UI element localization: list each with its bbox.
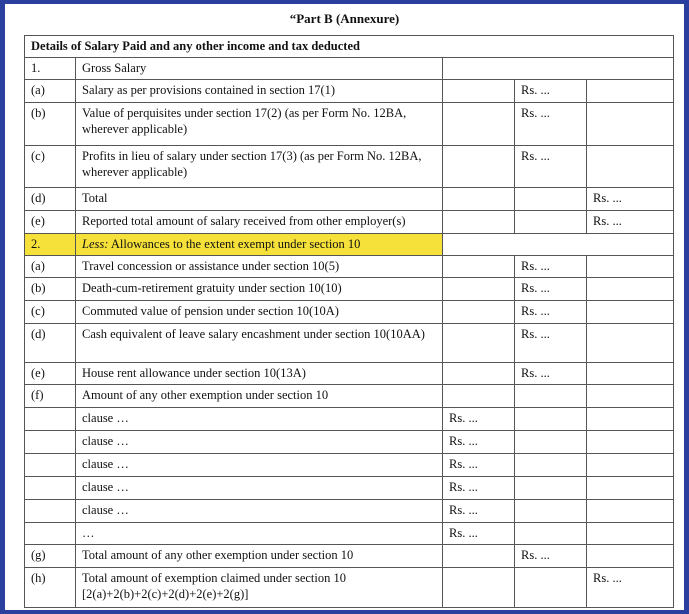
amount-col3 [587, 103, 674, 146]
row-number [25, 454, 76, 477]
table-row [25, 545, 674, 568]
row-number: (c) [25, 146, 76, 188]
amount-col2: Rs. ... [515, 301, 587, 324]
row-description: Salary as per provisions contained in section 17(1) [76, 80, 443, 103]
amount-col3 [587, 256, 674, 278]
row-description: House rent allowance under section 10(13A) [76, 363, 443, 385]
amount-col1 [443, 301, 515, 324]
table-row [25, 58, 674, 80]
amount-col1: Rs. ... [443, 477, 515, 500]
table-row [25, 568, 674, 608]
amount-col1 [443, 211, 515, 234]
amount-col3 [587, 408, 674, 431]
table-row [25, 80, 674, 103]
amount-col1: Rs. ... [443, 454, 515, 477]
table-row [25, 103, 674, 146]
amount-col2: Rs. ... [515, 80, 587, 103]
amount-col1 [443, 324, 515, 363]
section-row-exemptions [25, 234, 674, 256]
row-number: (g) [25, 545, 76, 568]
amount-col1 [443, 146, 515, 188]
row-description: clause … [76, 454, 443, 477]
amount-col2 [515, 568, 587, 608]
table-row [25, 146, 674, 188]
amount-col3: Rs. ... [587, 568, 674, 608]
row-number [25, 408, 76, 431]
row-number: (b) [25, 103, 76, 146]
amount-col2 [515, 454, 587, 477]
row-number: (h) [25, 568, 76, 608]
amount-col1: Rs. ... [443, 431, 515, 454]
row-number: (d) [25, 188, 76, 211]
amount-col1 [443, 363, 515, 385]
amount-col3 [587, 454, 674, 477]
row-description: Death-cum-retirement gratuity under section 10(10) [76, 278, 443, 301]
row-number: (c) [25, 301, 76, 324]
table-row [25, 385, 674, 408]
amount-col2 [515, 211, 587, 234]
amount-col1 [443, 80, 515, 103]
row-description: clause … [76, 500, 443, 523]
row-description: clause … [76, 477, 443, 500]
row-description: Total amount of any other exemption under section 10 [76, 545, 443, 568]
amount-col1 [443, 103, 515, 146]
row-number: (b) [25, 278, 76, 301]
amount-col2: Rs. ... [515, 363, 587, 385]
row-description: clause … [76, 431, 443, 454]
amount-col1 [443, 568, 515, 608]
document-page [5, 4, 684, 610]
page-title: “Part B (Annexure) [289, 11, 400, 26]
amount-col1 [443, 256, 515, 278]
amount-col3 [587, 146, 674, 188]
row-description: Value of perquisites under section 17(2) (as per Form No. 12BA, wherever applicable) [76, 103, 443, 146]
row-description: Cash equivalent of leave salary encashment under section 10(10AA) [76, 324, 443, 363]
row-number: (e) [25, 211, 76, 234]
table-row [25, 408, 674, 431]
row-number: 2. [25, 234, 76, 256]
table-row [25, 278, 674, 301]
row-number [25, 431, 76, 454]
less-label: Less: [82, 237, 109, 251]
row-description: Profits in lieu of salary under section 17(3) (as per Form No. 12BA, wherever applicable) [76, 146, 443, 188]
row-empty [443, 234, 674, 256]
row-description: … [76, 523, 443, 545]
amount-col3 [587, 545, 674, 568]
row-description: Total [76, 188, 443, 211]
amount-col3 [587, 523, 674, 545]
row-description: Commuted value of pension under section 10(10A) [76, 301, 443, 324]
table-row [25, 324, 674, 363]
table-row [25, 500, 674, 523]
amount-col3 [587, 500, 674, 523]
amount-col1 [443, 188, 515, 211]
table-row [25, 477, 674, 500]
amount-col1 [443, 278, 515, 301]
table-row [25, 256, 674, 278]
amount-col2: Rs. ... [515, 256, 587, 278]
amount-col3 [587, 385, 674, 408]
amount-col1: Rs. ... [443, 408, 515, 431]
table-row [25, 301, 674, 324]
amount-col2 [515, 188, 587, 211]
amount-col3 [587, 324, 674, 363]
amount-col2: Rs. ... [515, 146, 587, 188]
row-number: (d) [25, 324, 76, 363]
row-description: Reported total amount of salary received from other employer(s) [76, 211, 443, 234]
row-number [25, 523, 76, 545]
amount-col2 [515, 431, 587, 454]
row-description: Gross Salary [76, 58, 443, 80]
amount-col3 [587, 80, 674, 103]
amount-col2 [515, 385, 587, 408]
amount-col2 [515, 408, 587, 431]
amount-col2: Rs. ... [515, 324, 587, 363]
amount-col2: Rs. ... [515, 545, 587, 568]
amount-col3 [587, 301, 674, 324]
table-row [25, 523, 674, 545]
amount-col3: Rs. ... [587, 188, 674, 211]
row-description: Amount of any other exemption under section 10 [76, 385, 443, 408]
amount-col3 [587, 278, 674, 301]
amount-col2: Rs. ... [515, 103, 587, 146]
row-empty [443, 58, 674, 80]
table-row [25, 188, 674, 211]
row-number: (a) [25, 256, 76, 278]
table-header-row [25, 36, 674, 58]
amount-col3: Rs. ... [587, 211, 674, 234]
table-row [25, 454, 674, 477]
amount-col1 [443, 385, 515, 408]
amount-col3 [587, 363, 674, 385]
table-row [25, 211, 674, 234]
row-description: Total amount of exemption claimed under section 10 [2(a)+2(b)+2(c)+2(d)+2(e)+2(g)] [76, 568, 443, 608]
row-number [25, 500, 76, 523]
section-title: Allowances to the extent exempt under section 10 [108, 237, 361, 251]
amount-col1 [443, 545, 515, 568]
salary-details-table [24, 35, 674, 608]
amount-col2: Rs. ... [515, 278, 587, 301]
amount-col1: Rs. ... [443, 500, 515, 523]
amount-col2 [515, 477, 587, 500]
row-description [76, 234, 443, 256]
amount-col3 [587, 431, 674, 454]
row-number: 1. [25, 58, 76, 80]
row-number: (f) [25, 385, 76, 408]
amount-col2 [515, 500, 587, 523]
row-number [25, 477, 76, 500]
row-number: (a) [25, 80, 76, 103]
row-description: Travel concession or assistance under section 10(5) [76, 256, 443, 278]
row-description: clause … [76, 408, 443, 431]
table-header: Details of Salary Paid and any other income and tax deducted [25, 36, 674, 58]
amount-col1: Rs. ... [443, 523, 515, 545]
row-number: (e) [25, 363, 76, 385]
amount-col2 [515, 523, 587, 545]
table-row [25, 363, 674, 385]
table-row [25, 431, 674, 454]
amount-col3 [587, 477, 674, 500]
